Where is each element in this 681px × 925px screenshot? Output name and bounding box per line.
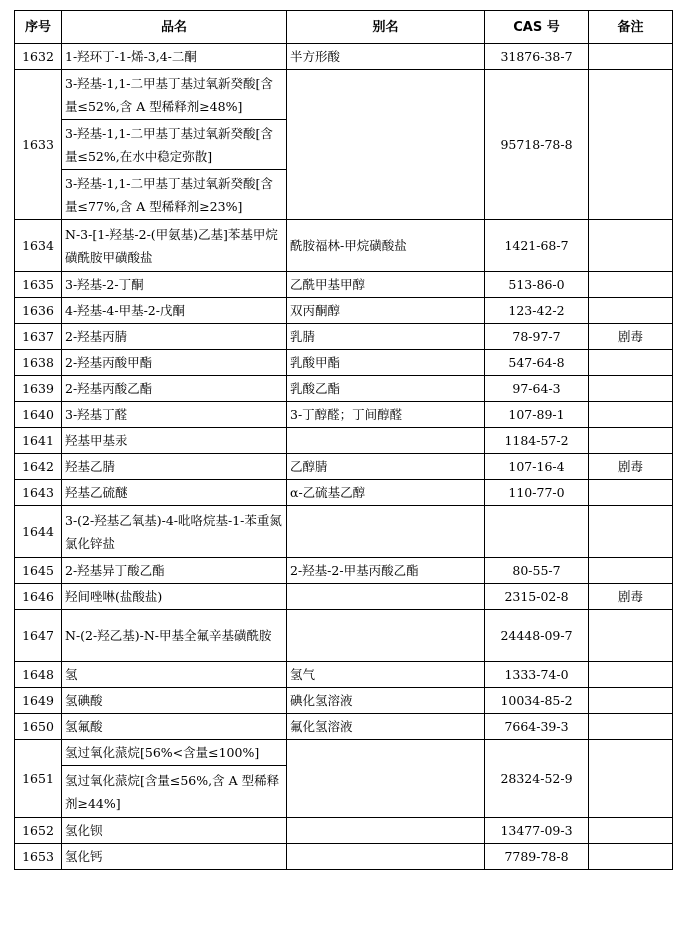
cell-note	[589, 740, 673, 818]
table-row	[15, 44, 673, 70]
table-row	[15, 454, 673, 480]
cell-name: 3-(2-羟基乙氧基)-4-吡咯烷基-1-苯重氮氯化锌盐	[62, 506, 287, 558]
cell-name: 氢氟酸	[62, 714, 287, 740]
cell-note	[589, 610, 673, 662]
cell-note	[589, 220, 673, 272]
table-row	[15, 506, 673, 558]
cell-num: 1645	[15, 558, 62, 584]
cell-alias: α-乙硫基乙醇	[287, 480, 485, 506]
cell-note	[589, 428, 673, 454]
cell-alias: 碘化氢溶液	[287, 688, 485, 714]
cell-note	[589, 818, 673, 844]
header-alias: 别名	[287, 11, 485, 44]
cell-note	[589, 506, 673, 558]
cell-cas: 123-42-2	[485, 298, 589, 324]
cell-alias	[287, 740, 485, 818]
cell-num: 1647	[15, 610, 62, 662]
cell-num: 1648	[15, 662, 62, 688]
cell-cas: 7664-39-3	[485, 714, 589, 740]
cell-num: 1634	[15, 220, 62, 272]
cell-alias: 乳腈	[287, 324, 485, 350]
cell-alias	[287, 70, 485, 220]
cell-alias: 酰胺福林-甲烷磺酸盐	[287, 220, 485, 272]
cell-alias: 2-羟基-2-甲基丙酸乙酯	[287, 558, 485, 584]
cell-cas: 24448-09-7	[485, 610, 589, 662]
header-row	[15, 11, 673, 44]
cell-alias	[287, 428, 485, 454]
cell-cas: 513-86-0	[485, 272, 589, 298]
cell-name: 3-羟基-1,1-二甲基丁基过氧新癸酸[含量≤77%,含 A 型稀释剂≥23%]	[62, 170, 287, 220]
cell-note	[589, 844, 673, 870]
cell-alias: 双丙酮醇	[287, 298, 485, 324]
cell-alias	[287, 584, 485, 610]
cell-name: 氢碘酸	[62, 688, 287, 714]
cell-num: 1642	[15, 454, 62, 480]
cell-num: 1635	[15, 272, 62, 298]
cell-cas: 110-77-0	[485, 480, 589, 506]
cell-name: N-(2-羟乙基)-N-甲基全氟辛基磺酰胺	[62, 610, 287, 662]
cell-note	[589, 688, 673, 714]
table-row	[15, 70, 673, 120]
cell-alias: 乳酸乙酯	[287, 376, 485, 402]
cell-num: 1644	[15, 506, 62, 558]
cell-note: 剧毒	[589, 454, 673, 480]
header-name: 品名	[62, 11, 287, 44]
cell-name: 3-羟基丁醛	[62, 402, 287, 428]
cell-name: 2-羟基异丁酸乙酯	[62, 558, 287, 584]
table-row	[15, 350, 673, 376]
cell-note	[589, 558, 673, 584]
table-row	[15, 584, 673, 610]
cell-cas: 2315-02-8	[485, 584, 589, 610]
cell-cas: 1421-68-7	[485, 220, 589, 272]
cell-name: 4-羟基-4-甲基-2-戊酮	[62, 298, 287, 324]
table-row	[15, 610, 673, 662]
header-note: 备注	[589, 11, 673, 44]
cell-alias: 氢气	[287, 662, 485, 688]
cell-note	[589, 272, 673, 298]
cell-num: 1637	[15, 324, 62, 350]
cell-name: 2-羟基丙酸甲酯	[62, 350, 287, 376]
header-num: 序号	[15, 11, 62, 44]
cell-name: N-3-[1-羟基-2-(甲氨基)乙基]苯基甲烷磺酰胺甲磺酸盐	[62, 220, 287, 272]
cell-name: 3-羟基-1,1-二甲基丁基过氧新癸酸[含量≤52%,含 A 型稀释剂≥48%]	[62, 70, 287, 120]
cell-name: 氢化钡	[62, 818, 287, 844]
cell-note	[589, 402, 673, 428]
table-row	[15, 740, 673, 766]
cell-alias	[287, 610, 485, 662]
cell-alias: 3-丁醇醛；丁间醇醛	[287, 402, 485, 428]
chemical-table	[14, 10, 673, 870]
cell-cas: 7789-78-8	[485, 844, 589, 870]
cell-note	[589, 662, 673, 688]
cell-cas: 31876-38-7	[485, 44, 589, 70]
table-row	[15, 480, 673, 506]
cell-num: 1651	[15, 740, 62, 818]
cell-cas: 28324-52-9	[485, 740, 589, 818]
cell-name: 羟间唑啉(盐酸盐)	[62, 584, 287, 610]
cell-num: 1650	[15, 714, 62, 740]
cell-name: 羟基甲基汞	[62, 428, 287, 454]
cell-cas	[485, 506, 589, 558]
cell-alias	[287, 818, 485, 844]
cell-cas: 80-55-7	[485, 558, 589, 584]
cell-cas: 107-89-1	[485, 402, 589, 428]
table-row	[15, 844, 673, 870]
cell-alias: 乙醇腈	[287, 454, 485, 480]
cell-cas: 78-97-7	[485, 324, 589, 350]
cell-name: 氢化钙	[62, 844, 287, 870]
cell-num: 1649	[15, 688, 62, 714]
cell-note	[589, 480, 673, 506]
cell-note	[589, 70, 673, 220]
cell-num: 1652	[15, 818, 62, 844]
cell-name: 2-羟基丙酸乙酯	[62, 376, 287, 402]
table-row	[15, 558, 673, 584]
cell-note	[589, 350, 673, 376]
cell-name: 氢	[62, 662, 287, 688]
table-row	[15, 818, 673, 844]
cell-note	[589, 714, 673, 740]
cell-alias	[287, 844, 485, 870]
cell-alias	[287, 506, 485, 558]
cell-name: 氢过氧化蒎烷[56%<含量≤100%]	[62, 740, 287, 766]
cell-cas: 1184-57-2	[485, 428, 589, 454]
cell-num: 1643	[15, 480, 62, 506]
cell-alias: 氟化氢溶液	[287, 714, 485, 740]
table-row	[15, 220, 673, 272]
cell-num: 1638	[15, 350, 62, 376]
cell-num: 1639	[15, 376, 62, 402]
cell-num: 1653	[15, 844, 62, 870]
cell-cas: 13477-09-3	[485, 818, 589, 844]
cell-num: 1640	[15, 402, 62, 428]
header-cas: CAS 号	[485, 11, 589, 44]
table-row	[15, 324, 673, 350]
cell-num: 1633	[15, 70, 62, 220]
table-row	[15, 428, 673, 454]
cell-name: 2-羟基丙腈	[62, 324, 287, 350]
cell-alias: 乳酸甲酯	[287, 350, 485, 376]
cell-note: 剧毒	[589, 584, 673, 610]
cell-num: 1632	[15, 44, 62, 70]
cell-alias: 乙酰甲基甲醇	[287, 272, 485, 298]
table-row	[15, 402, 673, 428]
cell-name: 3-羟基-1,1-二甲基丁基过氧新癸酸[含量≤52%,在水中稳定弥散]	[62, 120, 287, 170]
cell-name: 羟基乙硫醚	[62, 480, 287, 506]
cell-cas: 10034-85-2	[485, 688, 589, 714]
table-row	[15, 376, 673, 402]
cell-note	[589, 376, 673, 402]
table-row	[15, 714, 673, 740]
cell-cas: 547-64-8	[485, 350, 589, 376]
cell-num: 1636	[15, 298, 62, 324]
cell-name: 1-羟环丁-1-烯-3,4-二酮	[62, 44, 287, 70]
cell-cas: 97-64-3	[485, 376, 589, 402]
cell-note	[589, 298, 673, 324]
cell-name: 羟基乙腈	[62, 454, 287, 480]
table-row	[15, 688, 673, 714]
cell-cas: 95718-78-8	[485, 70, 589, 220]
cell-note	[589, 44, 673, 70]
cell-alias: 半方形酸	[287, 44, 485, 70]
cell-num: 1646	[15, 584, 62, 610]
table-row	[15, 272, 673, 298]
cell-num: 1641	[15, 428, 62, 454]
cell-note: 剧毒	[589, 324, 673, 350]
table-row	[15, 662, 673, 688]
cell-name: 3-羟基-2-丁酮	[62, 272, 287, 298]
cell-name: 氢过氧化蒎烷[含量≤56%,含 A 型稀释剂≥44%]	[62, 766, 287, 818]
cell-cas: 107-16-4	[485, 454, 589, 480]
cell-cas: 1333-74-0	[485, 662, 589, 688]
table-row	[15, 298, 673, 324]
